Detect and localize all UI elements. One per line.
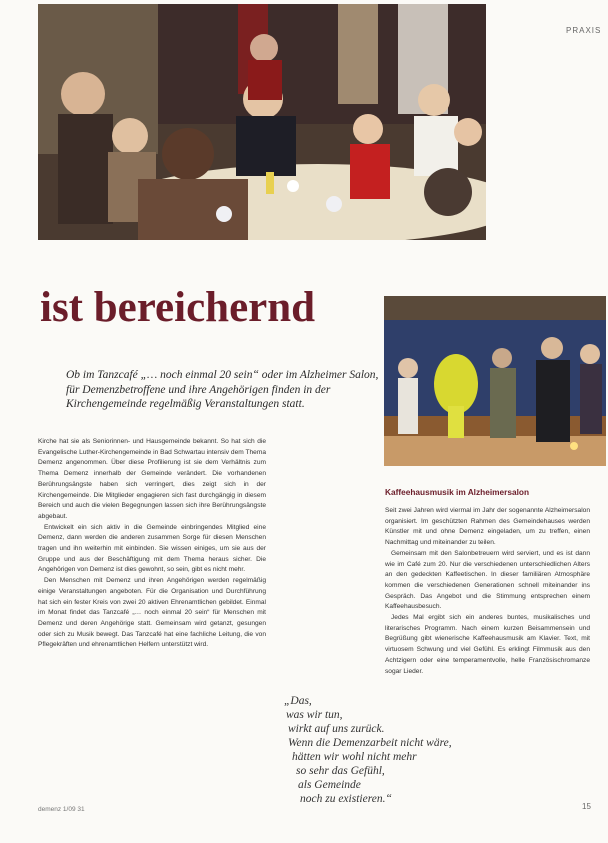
- headline: ist bereichernd: [40, 284, 316, 331]
- body-paragraph: Den Menschen mit Demenz und ihren Angehörigen werden regelmäßig einige Veranstaltungen angeboten. Für die Organisation und Durchführung hat sich ein fester Kreis von zwei 20 aktiven Ehrenamtlichen gebildet. Einmal im Monat findet das Tanzcafé „… noch einmal 20 sein“ für Menschen mit Demenz und deren Angehörige statt. Gemeinsam wird getanzt, gesungen oder sich zu Musik bewegt. Das Tanzcafé hat eine fachliche Leitung, die von Pflegekräften und ehrenamtlichen Helfern unterstützt wird.: [38, 577, 266, 649]
- photo-illustration: [384, 296, 606, 466]
- sidebar-heading: Kaffeehausmusik im Alzheimersalon: [385, 487, 530, 497]
- page-number: 15: [582, 802, 591, 811]
- body-column-left: [38, 437, 266, 651]
- quote-line: hätten wir wohl nicht mehr: [292, 751, 417, 763]
- pull-quote: [284, 694, 534, 806]
- quote-line: „Das,: [284, 695, 312, 707]
- quote-line: noch zu existieren.“: [300, 793, 392, 805]
- quote-line: so sehr das Gefühl,: [296, 765, 385, 777]
- quote-line: Wenn die Demenzarbeit nicht wäre,: [288, 737, 452, 749]
- photo-stage-performance: [384, 296, 606, 466]
- quote-line: als Gemeinde: [298, 779, 361, 791]
- photo-cafe-scene: [38, 4, 486, 240]
- sidebar-paragraph: Gemeinsam mit den Salonbetreuern wird serviert, und es ist dann wie im Café zum 20. Nur die verschiedenen unterschiedlichen Alters an den gedeckten Kaffeetischen. In dieser familiären Atmosphäre kommen die verschiedenen Generationen schnell miteinander ins Gespräch. Das Angebot und die Stimmung entsprechen einem Kaffeehausbesuch.: [385, 549, 590, 611]
- lead-paragraph: Ob im Tanzcafé „… noch einmal 20 sein“ oder im Alzheimer Salon, für Demenzbetroffene und ihre Angehörigen finden in der Kirchengemeinde regelmäßig Veranstaltungen statt.: [66, 369, 379, 410]
- sidebar-paragraph: Jedes Mal ergibt sich ein anderes buntes, musikalisches und literarisches Programm. Nach einem kurzen Beisammensein und Begrüßung gibt wienerische Kaffeehausmusik am Klavier. Text, mit virtuosem Schwung und viel Gefühl. Es erklingt Filmmusik aus den Achtzigern oder eine temperamentvolle, helle Französischromanze sogar Lieder.: [385, 614, 590, 675]
- footer-issue: demenz 1/09 31: [38, 806, 85, 813]
- sidebar-body: [385, 506, 590, 677]
- sidebar-paragraph: Seit zwei Jahren wird viermal im Jahr der sogenannte Alzheimersalon organisiert. Im geschützten Rahmen des Gemeindehauses werden Künstler mit und ohne Demenz eingeladen, um zu treffen, einen Nachmittag und miteinander zu teilen.: [385, 507, 590, 547]
- body-paragraph: Entwickelt ein sich aktiv in die Gemeinde einbringendes Mitglied eine Demenz, dann werden die anderen zusammen Sorge für diesen Menschen tragen und ihn weiterhin mit einbinden. Sie wissen einiges, um sie aus der Gruppe und aus der Beschäftigung mit dem Thema heraus sicher. Die Angehörigen von Demenz ist dies gewohnt, so sein, gibt es nicht mehr.: [38, 523, 266, 574]
- section-label: PRAXIS: [566, 26, 602, 35]
- photo-illustration: [38, 4, 486, 240]
- body-paragraph: Kirche hat sie als Seniorinnen- und Hausgemeinde bekannt. So hat sich die Evangelische Luther-Kirchengemeinde in Bad Schwartau intensiv dem Thema Demenz angenommen. Über diese Profilierung ist sie dem Verhältnis zum Thema Demenz innerhalb der Gemeinde verändert. Die vorhandenen Berührungsängste haben sich verringert, dies zeigt sich in der Kirchengemeinde. Die Mitglieder engagieren sich fast durchgängig in diesem Bereich und auch die vielen Begegnungen lassen sich ihre Berührungsängste abgebaut.: [38, 438, 266, 520]
- quote-line: wirkt auf uns zurück.: [288, 723, 385, 735]
- quote-line: was wir tun,: [286, 709, 343, 721]
